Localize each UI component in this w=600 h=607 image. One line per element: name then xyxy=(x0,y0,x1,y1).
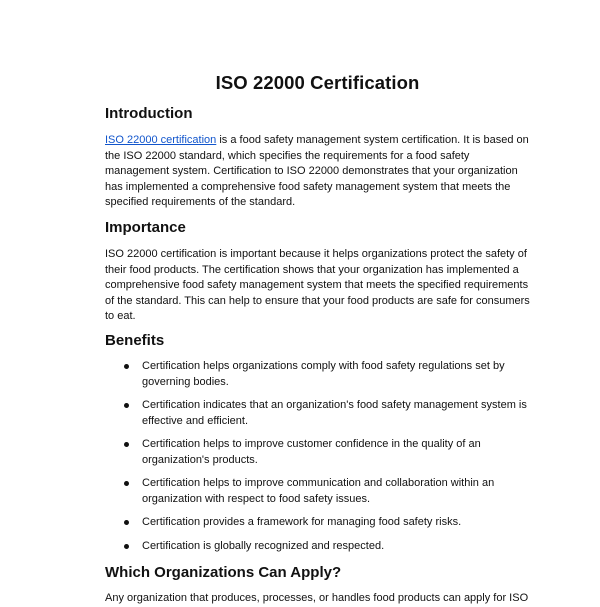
list-item xyxy=(105,437,530,468)
paragraph-introduction xyxy=(105,133,530,211)
bullet-icon xyxy=(124,364,129,369)
heading-introduction: Introduction xyxy=(105,105,193,122)
bullet-icon xyxy=(124,520,129,525)
list-item xyxy=(105,515,530,531)
paragraph-importance: ISO 22000 certification is important because it helps organizations protect the safety of their food products. The certification shows that your organization has implemented a comprehensive food safety management system that meets the specified requirements of the standard. This can help to ensure that your food products are safe for consumers to eat. xyxy=(105,248,530,322)
heading-who-can-apply: Which Organizations Can Apply? xyxy=(105,564,342,581)
list-item-text: Certification helps organizations comply with food safety regulations set by governing bodies. xyxy=(142,360,505,388)
list-item-text: Certification helps to improve communication and collaboration within an organization with respect to food safety issues. xyxy=(142,477,495,505)
list-item-text: Certification is globally recognized and respected. xyxy=(142,539,385,552)
bullet-icon xyxy=(124,544,129,549)
list-item xyxy=(105,359,530,390)
list-item xyxy=(105,476,530,507)
document-title: ISO 22000 Certification xyxy=(215,72,420,93)
bullet-icon xyxy=(124,481,129,486)
introduction-text: is a food safety management system certification. It is based on the ISO 22000 standard, which specifies the requirements for a food safety management system. Certification to ISO 22000 demonstrates that your organization has implemented a comprehensive food safety management system that meets the specified requirements of the standard. xyxy=(105,134,529,208)
heading-benefits: Benefits xyxy=(105,332,165,349)
heading-importance: Importance xyxy=(105,219,186,236)
list-item xyxy=(105,398,530,429)
list-item-text: Certification provides a framework for managing food safety risks. xyxy=(142,516,462,528)
list-item xyxy=(105,539,530,555)
list-item-text: Certification helps to improve customer confidence in the quality of an organization's products. xyxy=(142,438,481,466)
list-item-text: Certification indicates that an organization's food safety management system is effective and efficient. xyxy=(142,399,527,427)
paragraph-who-can-apply: Any organization that produces, processes, or handles food products can apply for ISO xyxy=(105,592,529,604)
iso-22000-certification-link[interactable]: ISO 22000 certification xyxy=(105,134,217,146)
benefits-list xyxy=(105,359,530,562)
bullet-icon xyxy=(124,442,129,447)
bullet-icon xyxy=(124,403,129,408)
